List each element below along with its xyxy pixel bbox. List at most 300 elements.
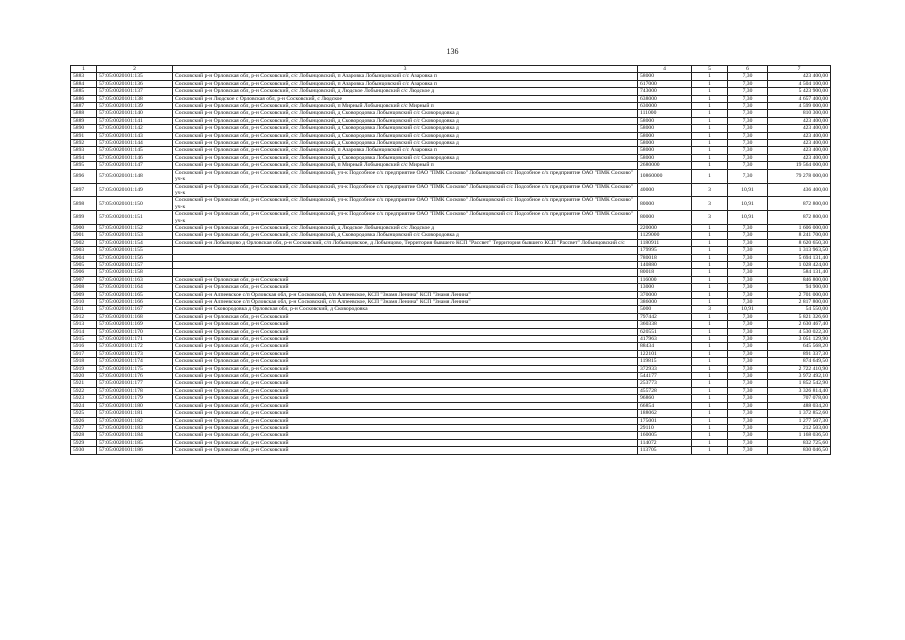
- row-number-cell: 5896: [71, 169, 97, 183]
- rate-cell: 7,30: [728, 387, 768, 394]
- value-cell: 2 630 467,40: [768, 321, 831, 328]
- area-cell: 797442: [638, 313, 692, 320]
- area-cell: 122101: [638, 350, 692, 357]
- cadastral-number-cell: 57:05:0020101:163: [97, 276, 173, 283]
- category-cell: 1: [692, 299, 728, 306]
- rate-cell: 10,91: [728, 211, 768, 225]
- value-cell: 436 400,00: [768, 183, 831, 197]
- value-cell: 3 326 814,40: [768, 387, 831, 394]
- category-cell: 1: [692, 424, 728, 431]
- category-cell: 1: [692, 110, 728, 117]
- address-cell: Сосковский р-н Орловская обл, р-н Сосковский: [173, 373, 638, 380]
- row-number-cell: 5921: [71, 380, 97, 387]
- rate-cell: 7,30: [728, 117, 768, 124]
- cadastral-number-cell: 57:05:0020101:142: [97, 125, 173, 132]
- address-cell: Сосковский р-н Орловская обл, р-н Сосковский, с/с Лобынцовский, д Людское Лобынцовский с/с Людское д: [173, 224, 638, 231]
- row-number-cell: 5911: [71, 306, 97, 313]
- category-cell: 1: [692, 147, 728, 154]
- category-cell: 1: [692, 395, 728, 402]
- cadastral-number-cell: 57:05:0020101:169: [97, 321, 173, 328]
- rate-cell: 7,30: [728, 402, 768, 409]
- category-cell: 1: [692, 239, 728, 246]
- cadastral-number-cell: 57:05:0020101:143: [97, 132, 173, 139]
- table-row: [71, 365, 831, 372]
- address-cell: Сосковский р-н Орловская обл, р-н Сосковский: [173, 336, 638, 343]
- rate-cell: 7,30: [728, 424, 768, 431]
- area-cell: 80018: [638, 269, 692, 276]
- table-row: [71, 80, 831, 87]
- row-number-cell: 5887: [71, 103, 97, 110]
- column-header: 5: [692, 66, 728, 73]
- row-number-cell: 5912: [71, 313, 97, 320]
- rate-cell: 7,30: [728, 276, 768, 283]
- area-cell: 116000: [638, 276, 692, 283]
- row-number-cell: 5904: [71, 254, 97, 261]
- area-cell: 2680000: [638, 162, 692, 169]
- area-cell: 179995: [638, 247, 692, 254]
- category-cell: 3: [692, 183, 728, 197]
- address-cell: Сосковский р-н Орловская обл, р-н Сосковский: [173, 387, 638, 394]
- cadastral-number-cell: 57:05:0020101:183: [97, 424, 173, 431]
- row-number-cell: 5924: [71, 402, 97, 409]
- row-number-cell: 5883: [71, 73, 97, 80]
- row-number-cell: 5888: [71, 110, 97, 117]
- cadastral-number-cell: 57:05:0020101:168: [97, 313, 173, 320]
- area-cell: 1180911: [638, 239, 692, 246]
- table-row: [71, 439, 831, 446]
- category-cell: 1: [692, 117, 728, 124]
- rate-cell: 7,30: [728, 395, 768, 402]
- cadastral-number-cell: 57:05:0020101:145: [97, 147, 173, 154]
- category-cell: 1: [692, 343, 728, 350]
- rate-cell: 7,30: [728, 336, 768, 343]
- rate-cell: 7,30: [728, 350, 768, 357]
- category-cell: 1: [692, 224, 728, 231]
- rate-cell: 7,30: [728, 247, 768, 254]
- table-row: [71, 424, 831, 431]
- column-header: 2: [97, 66, 173, 73]
- address-cell: Сосковский р-н Орловская обл, р-н Сосковский, с/с Лобынцовский, д Сковородовка Лобынцовский с/с Сковородовка д: [173, 140, 638, 147]
- table-row: [71, 125, 831, 132]
- address-cell: Сосковский р-н Орловская обл, р-н Сосковский: [173, 447, 638, 454]
- category-cell: 1: [692, 254, 728, 261]
- category-cell: 1: [692, 373, 728, 380]
- cadastral-number-cell: 57:05:0020101:184: [97, 432, 173, 439]
- cadastral-number-cell: 57:05:0020101:172: [97, 343, 173, 350]
- address-cell: Сосковский р-н Орловская обл, р-н Сосковский: [173, 432, 638, 439]
- rate-cell: 7,30: [728, 269, 768, 276]
- cadastral-number-cell: 57:05:0020101:181: [97, 410, 173, 417]
- address-cell: Сосковский р-н Орловская обл, р-н Сосковский: [173, 350, 638, 357]
- rate-cell: 7,30: [728, 154, 768, 161]
- value-cell: 707 078,00: [768, 395, 831, 402]
- area-cell: 617000: [638, 80, 692, 87]
- area-cell: 58000: [638, 132, 692, 139]
- area-cell: 58000: [638, 147, 692, 154]
- value-cell: 8 620 650,30: [768, 239, 831, 246]
- area-cell: 188062: [638, 410, 692, 417]
- table-row: [71, 132, 831, 139]
- cadastral-number-cell: 57:05:0020101:177: [97, 380, 173, 387]
- rate-cell: 7,30: [728, 110, 768, 117]
- area-cell: 630000: [638, 103, 692, 110]
- cadastral-number-cell: 57:05:0020101:180: [97, 402, 173, 409]
- column-header: 6: [728, 66, 768, 73]
- category-cell: 1: [692, 328, 728, 335]
- rate-cell: 7,30: [728, 88, 768, 95]
- rate-cell: 10,91: [728, 197, 768, 211]
- table-row: [71, 306, 831, 313]
- row-number-cell: 5905: [71, 261, 97, 268]
- address-cell: Сосковский р-н Орловская обл, р-н Сосковский: [173, 276, 638, 283]
- column-header: 3: [173, 66, 638, 73]
- address-cell: Сосковский р-н Орловская обл, р-н Сосковский, с/с Лобынцовский, п Азаровка Лобынцовский с/с Азаровка п: [173, 73, 638, 80]
- rate-cell: 7,30: [728, 380, 768, 387]
- value-cell: 423 400,00: [768, 73, 831, 80]
- rate-cell: 7,30: [728, 80, 768, 87]
- address-cell: [173, 247, 638, 254]
- cadastral-number-cell: 57:05:0020101:156: [97, 254, 173, 261]
- row-number-cell: 5901: [71, 232, 97, 239]
- table-row: [71, 169, 831, 183]
- rate-cell: 10,91: [728, 183, 768, 197]
- table-row: [71, 162, 831, 169]
- area-cell: 58000: [638, 73, 692, 80]
- value-cell: 79 278 000,00: [768, 169, 831, 183]
- rate-cell: 7,30: [728, 140, 768, 147]
- table-row: [71, 95, 831, 102]
- category-cell: 3: [692, 306, 728, 313]
- row-number-cell: 5891: [71, 132, 97, 139]
- rate-cell: 7,30: [728, 232, 768, 239]
- category-cell: 1: [692, 132, 728, 139]
- table-row: [71, 88, 831, 95]
- area-cell: 372933: [638, 365, 692, 372]
- area-cell: 88434: [638, 343, 692, 350]
- area-cell: 58000: [638, 154, 692, 161]
- cadastral-number-cell: 57:05:0020101:158: [97, 269, 173, 276]
- category-cell: 1: [692, 380, 728, 387]
- table-row: [71, 299, 831, 306]
- rate-cell: 7,30: [728, 132, 768, 139]
- cadastral-number-cell: 57:05:0020101:176: [97, 373, 173, 380]
- area-cell: 638000: [638, 95, 692, 102]
- table-row: [71, 410, 831, 417]
- area-cell: 119815: [638, 358, 692, 365]
- value-cell: 2 701 000,00: [768, 291, 831, 298]
- value-cell: 2 817 800,00: [768, 299, 831, 306]
- area-cell: 620551: [638, 328, 692, 335]
- value-cell: 423 400,00: [768, 140, 831, 147]
- area-cell: 80000: [638, 197, 692, 211]
- cadastral-number-cell: 57:05:0020101:144: [97, 140, 173, 147]
- table-row: [71, 224, 831, 231]
- table-row: [71, 232, 831, 239]
- category-cell: 1: [692, 269, 728, 276]
- cadastral-number-cell: 57:05:0020101:182: [97, 417, 173, 424]
- table-row: [71, 211, 831, 225]
- category-cell: 1: [692, 417, 728, 424]
- table-row: [71, 373, 831, 380]
- area-cell: 58000: [638, 117, 692, 124]
- column-header: 1: [71, 66, 97, 73]
- table-row: [71, 447, 831, 454]
- cadastral-number-cell: 57:05:0020101:147: [97, 162, 173, 169]
- row-number-cell: 5913: [71, 321, 97, 328]
- address-cell: Сосковский р-н Орловская обл, р-н Сосковский: [173, 328, 638, 335]
- row-number-cell: 5886: [71, 95, 97, 102]
- rate-cell: 7,30: [728, 447, 768, 454]
- address-cell: Сосковский р-н Орловская обл, р-н Сосковский: [173, 380, 638, 387]
- category-cell: 1: [692, 402, 728, 409]
- cadastral-number-cell: 57:05:0020101:155: [97, 247, 173, 254]
- cadastral-number-cell: 57:05:0020101:138: [97, 95, 173, 102]
- value-cell: 1 313 963,50: [768, 247, 831, 254]
- value-cell: 1 277 507,30: [768, 417, 831, 424]
- cadastral-number-cell: 57:05:0020101:170: [97, 328, 173, 335]
- row-number-cell: 5928: [71, 432, 97, 439]
- address-cell: Сосковский р-н Орловская обл, р-н Сосковский, с/с Лобынцовский, д Людское Лобынцовский с/с Людское д: [173, 88, 638, 95]
- area-cell: 780018: [638, 254, 692, 261]
- table-row: [71, 343, 831, 350]
- rate-cell: 7,30: [728, 95, 768, 102]
- row-number-cell: 5902: [71, 239, 97, 246]
- address-cell: Сосковский р-н Орловская обл, р-н Сосковский: [173, 343, 638, 350]
- row-number-cell: 5925: [71, 410, 97, 417]
- area-cell: 455728: [638, 387, 692, 394]
- value-cell: 891 337,30: [768, 350, 831, 357]
- area-cell: 370000: [638, 291, 692, 298]
- cadastral-number-cell: 57:05:0020101:171: [97, 336, 173, 343]
- address-cell: [173, 261, 638, 268]
- category-cell: 1: [692, 291, 728, 298]
- rate-cell: 7,30: [728, 328, 768, 335]
- value-cell: 1 168 036,50: [768, 432, 831, 439]
- value-cell: 4 599 000,00: [768, 103, 831, 110]
- row-number-cell: 5885: [71, 88, 97, 95]
- address-cell: Сосковский р-н Орловская обл, р-н Сосковский, с/с Лобынцовский, д Сковородовка Лобынцовский с/с Сковородовка д: [173, 132, 638, 139]
- rate-cell: 7,30: [728, 169, 768, 183]
- value-cell: 5 821 326,60: [768, 313, 831, 320]
- area-cell: 1129000: [638, 232, 692, 239]
- row-number-cell: 5884: [71, 80, 97, 87]
- address-cell: Сосковский р-н Орловская обл, р-н Сосковский, с/с Лобынцовский, уч-к Подсобное с/х предприятие ОАО "ПМК Сосково" Лобынцовский с/с Подсобное с/х предприятие ОАО "ПМК Сосково" уч-к: [173, 197, 638, 211]
- rate-cell: 7,30: [728, 321, 768, 328]
- category-cell: 1: [692, 169, 728, 183]
- address-cell: Сосковский р-н Орловская обл, р-н Сосковский: [173, 358, 638, 365]
- category-cell: 1: [692, 73, 728, 80]
- address-cell: Сосковский р-н Орловская обл, р-н Сосковский: [173, 284, 638, 291]
- value-cell: 1 606 000,00: [768, 224, 831, 231]
- cadastral-number-cell: 57:05:0020101:173: [97, 350, 173, 357]
- page-number: 136: [446, 47, 459, 56]
- value-cell: 1 852 542,90: [768, 380, 831, 387]
- table-row: [71, 387, 831, 394]
- cadastral-number-cell: 57:05:0020101:148: [97, 169, 173, 183]
- address-cell: Сосковский р-н Орловская обл, р-н Сосковский, с/с Лобынцовский, п Азаровка Лобынцовский с/с Азаровка п: [173, 147, 638, 154]
- cadastral-number-cell: 57:05:0020101:186: [97, 447, 173, 454]
- table-row: [71, 183, 831, 197]
- value-cell: 4 530 022,30: [768, 328, 831, 335]
- category-cell: 1: [692, 95, 728, 102]
- category-cell: 1: [692, 88, 728, 95]
- address-cell: Сосковский р-н Орловская обл, р-н Сосковский, с/с Лобынцовский, д Сковородовка Лобынцовский с/с Сковородовка д: [173, 154, 638, 161]
- table-row: [71, 110, 831, 117]
- category-cell: 1: [692, 162, 728, 169]
- rate-cell: 7,30: [728, 73, 768, 80]
- table-row: [71, 247, 831, 254]
- cadastral-number-cell: 57:05:0020101:153: [97, 232, 173, 239]
- table-row: [71, 313, 831, 320]
- table-row: [71, 402, 831, 409]
- value-cell: 423 400,00: [768, 117, 831, 124]
- category-cell: 1: [692, 387, 728, 394]
- address-cell: Сосковский р-н Орловская обл, р-н Сосковский, с/с Лобынцовский, уч-к Подсобное с/х предприятие ОАО "ПМК Сосково" Лобынцовский с/с Подсобное с/х предприятие ОАО "ПМК Сосково" уч-к: [173, 183, 638, 197]
- value-cell: 872 800,00: [768, 211, 831, 225]
- value-cell: 830 046,50: [768, 447, 831, 454]
- area-cell: 743000: [638, 88, 692, 95]
- cadastral-number-cell: 57:05:0020101:146: [97, 154, 173, 161]
- value-cell: 212 503,00: [768, 424, 831, 431]
- address-cell: Сосковский р-н Орловская обл, р-н Сосковский, с/с Лобынцовский, д Сковородовка Лобынцовский с/с Сковородовка д: [173, 232, 638, 239]
- row-number-cell: 5906: [71, 269, 97, 276]
- area-cell: 29110: [638, 424, 692, 431]
- table-row: [71, 140, 831, 147]
- address-cell: Сосковский р-н Орловская обл, р-н Сосковский: [173, 321, 638, 328]
- area-cell: 13000: [638, 284, 692, 291]
- rate-cell: 7,30: [728, 284, 768, 291]
- area-cell: 80000: [638, 211, 692, 225]
- address-cell: Сосковский р-н Орловская обл, р-н Сосковский, с/с Лобынцовский, д Сковородовка Лобынцовский с/с Сковородовка д: [173, 117, 638, 124]
- value-cell: 19 564 000,00: [768, 162, 831, 169]
- category-cell: 1: [692, 439, 728, 446]
- table-row: [71, 103, 831, 110]
- value-cell: 488 034,20: [768, 402, 831, 409]
- column-header: 7: [768, 66, 831, 73]
- address-cell: Сосковский р-н Орловская обл, р-н Сосковский: [173, 402, 638, 409]
- table-row: [71, 336, 831, 343]
- address-cell: Сосковский р-н Алпеевское с/п Орловская обл, р-н Сосковский, с/п Алпеевское, КСП "Знамя Ленина" КСП "Знамя Ленина": [173, 291, 638, 298]
- address-cell: Сосковский р-н Орловская обл, р-н Сосковский, с/с Лобынцовский, д Сковородовка Лобынцовский с/с Сковородовка д: [173, 110, 638, 117]
- area-cell: 5000: [638, 306, 692, 313]
- value-cell: 3 051 129,90: [768, 336, 831, 343]
- value-cell: 8 241 700,00: [768, 232, 831, 239]
- address-cell: Сосковский р-н Орловская обл, р-н Сосковский: [173, 410, 638, 417]
- row-number-cell: 5923: [71, 395, 97, 402]
- address-cell: [173, 254, 638, 261]
- address-cell: Сосковский р-н Орловская обл, р-н Сосковский: [173, 365, 638, 372]
- cadastral-number-cell: 57:05:0020101:167: [97, 306, 173, 313]
- rate-cell: 7,30: [728, 358, 768, 365]
- row-number-cell: 5909: [71, 291, 97, 298]
- row-number-cell: 5930: [71, 447, 97, 454]
- category-cell: 1: [692, 410, 728, 417]
- value-cell: 872 800,00: [768, 197, 831, 211]
- cadastral-number-cell: 57:05:0020101:165: [97, 291, 173, 298]
- address-cell: Сосковский р-н Орловская обл, р-н Сосковский: [173, 395, 638, 402]
- area-cell: 175001: [638, 417, 692, 424]
- rate-cell: 7,30: [728, 410, 768, 417]
- value-cell: 4 657 400,00: [768, 95, 831, 102]
- rate-cell: 7,30: [728, 162, 768, 169]
- row-number-cell: 5907: [71, 276, 97, 283]
- category-cell: 1: [692, 154, 728, 161]
- cadastral-number-cell: 57:05:0020101:135: [97, 73, 173, 80]
- category-cell: 1: [692, 350, 728, 357]
- area-cell: 40000: [638, 183, 692, 197]
- category-cell: 3: [692, 211, 728, 225]
- address-cell: Сосковский р-н Орловская обл, р-н Сосковский, с/с Лобынцовский, п Азаровка Лобынцовский с/с Азаровка п: [173, 80, 638, 87]
- rate-cell: 7,30: [728, 261, 768, 268]
- table-row: [71, 239, 831, 246]
- cadastral-number-cell: 57:05:0020101:178: [97, 387, 173, 394]
- row-number-cell: 5894: [71, 154, 97, 161]
- rate-cell: 7,30: [728, 125, 768, 132]
- table-row: [71, 147, 831, 154]
- category-cell: 1: [692, 276, 728, 283]
- area-cell: 96860: [638, 395, 692, 402]
- value-cell: 5 423 900,00: [768, 88, 831, 95]
- value-cell: 423 400,00: [768, 125, 831, 132]
- category-cell: 1: [692, 261, 728, 268]
- address-cell: Сосковский р-н Орловская обл, р-н Сосковский: [173, 424, 638, 431]
- category-cell: 1: [692, 80, 728, 87]
- table-row: [71, 276, 831, 283]
- category-cell: 1: [692, 336, 728, 343]
- cadastral-number-cell: 57:05:0020101:166: [97, 299, 173, 306]
- table-row: [71, 321, 831, 328]
- table-row: [71, 432, 831, 439]
- value-cell: 54 550,00: [768, 306, 831, 313]
- table-row: [71, 291, 831, 298]
- value-cell: 1 372 852,60: [768, 410, 831, 417]
- cadastral-number-cell: 57:05:0020101:149: [97, 183, 173, 197]
- rate-cell: 7,30: [728, 373, 768, 380]
- category-cell: 1: [692, 313, 728, 320]
- area-cell: 111000: [638, 110, 692, 117]
- address-cell: [173, 269, 638, 276]
- table-row: [71, 197, 831, 211]
- area-cell: 386000: [638, 299, 692, 306]
- category-cell: 1: [692, 284, 728, 291]
- row-number-cell: 5915: [71, 336, 97, 343]
- rate-cell: 7,30: [728, 103, 768, 110]
- address-cell: Сосковский р-н Орловская обл, р-н Сосковский, с/с Лобынцовский, п Мирный Лобынцовский с/с Мирный п: [173, 162, 638, 169]
- value-cell: 874 649,50: [768, 358, 831, 365]
- address-cell: Сосковский р-н Орловская обл, р-н Сосковский, с/с Лобынцовский, д Сковородовка Лобынцовский с/с Сковородовка д: [173, 125, 638, 132]
- value-cell: 584 131,40: [768, 269, 831, 276]
- address-cell: Сосковский р-н Орловская обл, р-н Сосковский, с/с Лобынцовский, уч-к Подсобное с/х предприятие ОАО "ПМК Сосково" Лобынцовский с/с Подсобное с/х предприятие ОАО "ПМК Сосково" уч-к: [173, 169, 638, 183]
- area-cell: 360338: [638, 321, 692, 328]
- row-number-cell: 5898: [71, 197, 97, 211]
- row-number-cell: 5918: [71, 358, 97, 365]
- rate-cell: 7,30: [728, 417, 768, 424]
- value-cell: 94 900,00: [768, 284, 831, 291]
- value-cell: 846 800,00: [768, 276, 831, 283]
- table-header-row: [71, 66, 831, 73]
- category-cell: 1: [692, 232, 728, 239]
- address-cell: Сосковский р-н Алпеевское с/п Орловская обл, р-н Сосковский, с/п Алпеевское, КСП "Знамя Ленина" КСП "Знамя Ленина": [173, 299, 638, 306]
- rate-cell: 7,30: [728, 239, 768, 246]
- value-cell: 4 504 100,00: [768, 80, 831, 87]
- area-cell: 58000: [638, 140, 692, 147]
- rate-cell: 7,30: [728, 147, 768, 154]
- cadastral-number-cell: 57:05:0020101:185: [97, 439, 173, 446]
- row-number-cell: 5899: [71, 211, 97, 225]
- area-cell: 544177: [638, 373, 692, 380]
- cadastral-number-cell: 57:05:0020101:152: [97, 224, 173, 231]
- row-number-cell: 5910: [71, 299, 97, 306]
